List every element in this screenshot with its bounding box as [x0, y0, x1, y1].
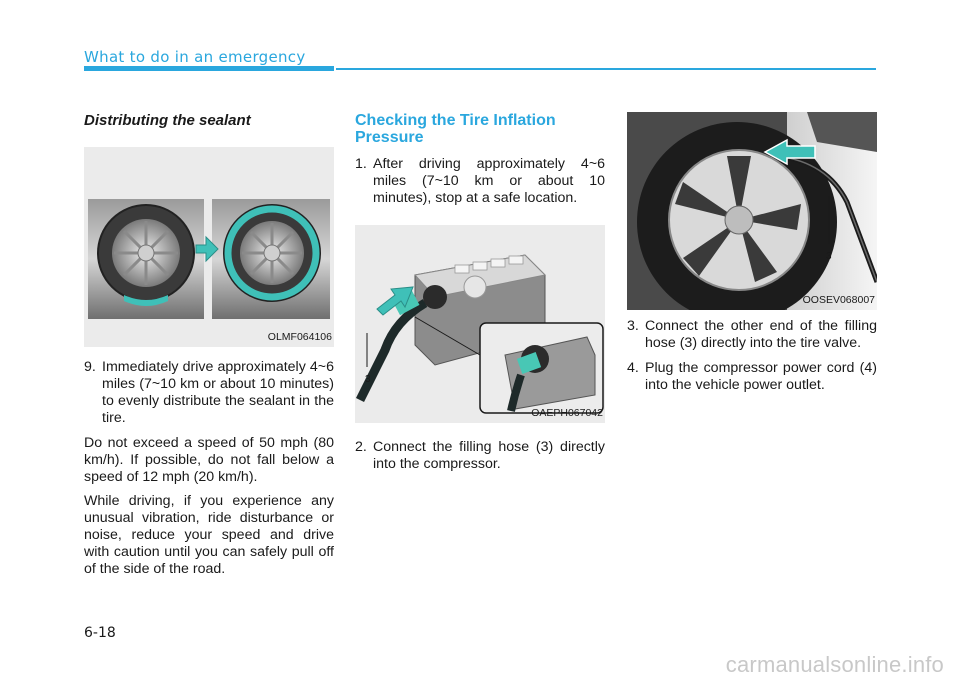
step-number: 9.: [84, 359, 96, 375]
step-2: [355, 439, 605, 473]
header-rule-thin: [336, 68, 876, 70]
step-text: Connect the other end of the filling hose (3) directly into the tire valve.: [645, 318, 877, 351]
step-number: 1.: [355, 156, 367, 172]
figure-code: OOSEV068007: [802, 294, 875, 306]
step-4: [627, 360, 877, 394]
tire-sealant-illustration: [84, 147, 334, 347]
compressor-illustration: [355, 225, 605, 423]
step-text: Immediately drive approximately 4~6 miles (7~10 km or about 10 minutes) to evenly distribute the sealant in the tire.: [102, 359, 334, 426]
step-number: 2.: [355, 439, 367, 455]
step-text: Connect the filling hose (3) directly into the compressor.: [373, 439, 605, 472]
figure-sealant-distribution: [84, 147, 334, 347]
page-number: 6-18: [84, 625, 116, 641]
watermark: carmanualsonline.info: [725, 652, 944, 677]
step-3: [627, 318, 877, 352]
column-2: [355, 108, 605, 481]
figure-compressor-hose: [355, 225, 605, 423]
step-number: 3.: [627, 318, 639, 334]
step-number: 4.: [627, 360, 639, 376]
figure-code: OAEPH067042: [531, 407, 603, 419]
step-9: [84, 359, 334, 427]
header-rule-thick: [84, 66, 334, 71]
vibration-paragraph: While driving, if you experience any unusual vibration, ride disturbance or noise, reduce your speed and drive with caution until you can safely pull off of the side of the road.: [84, 493, 334, 577]
step-text: Plug the compressor power cord (4) into the vehicle power outlet.: [645, 360, 877, 393]
figure-tire-valve: [627, 112, 877, 310]
figure-code: OLMF064106: [267, 331, 332, 343]
column-1: [84, 108, 334, 585]
section-title: What to do in an emergency: [84, 48, 306, 66]
step-text: After driving approximately 4~6 miles (7~10 km or about 10 minutes), stop at a safe location.: [373, 156, 605, 206]
tire-valve-illustration: [627, 112, 877, 310]
subheading-distributing-sealant: Distributing the sealant: [84, 112, 251, 129]
column-3: [627, 112, 877, 402]
callout-3: 3: [365, 374, 371, 385]
heading-checking-tire-pressure: Checking the Tire Inflation Pressure: [355, 112, 556, 146]
callout-3: 3: [826, 251, 832, 262]
speed-paragraph: Do not exceed a speed of 50 mph (80 km/h). If possible, do not fall below a speed of 12 mph (20 km/h).: [84, 435, 334, 485]
step-1: [355, 156, 605, 207]
